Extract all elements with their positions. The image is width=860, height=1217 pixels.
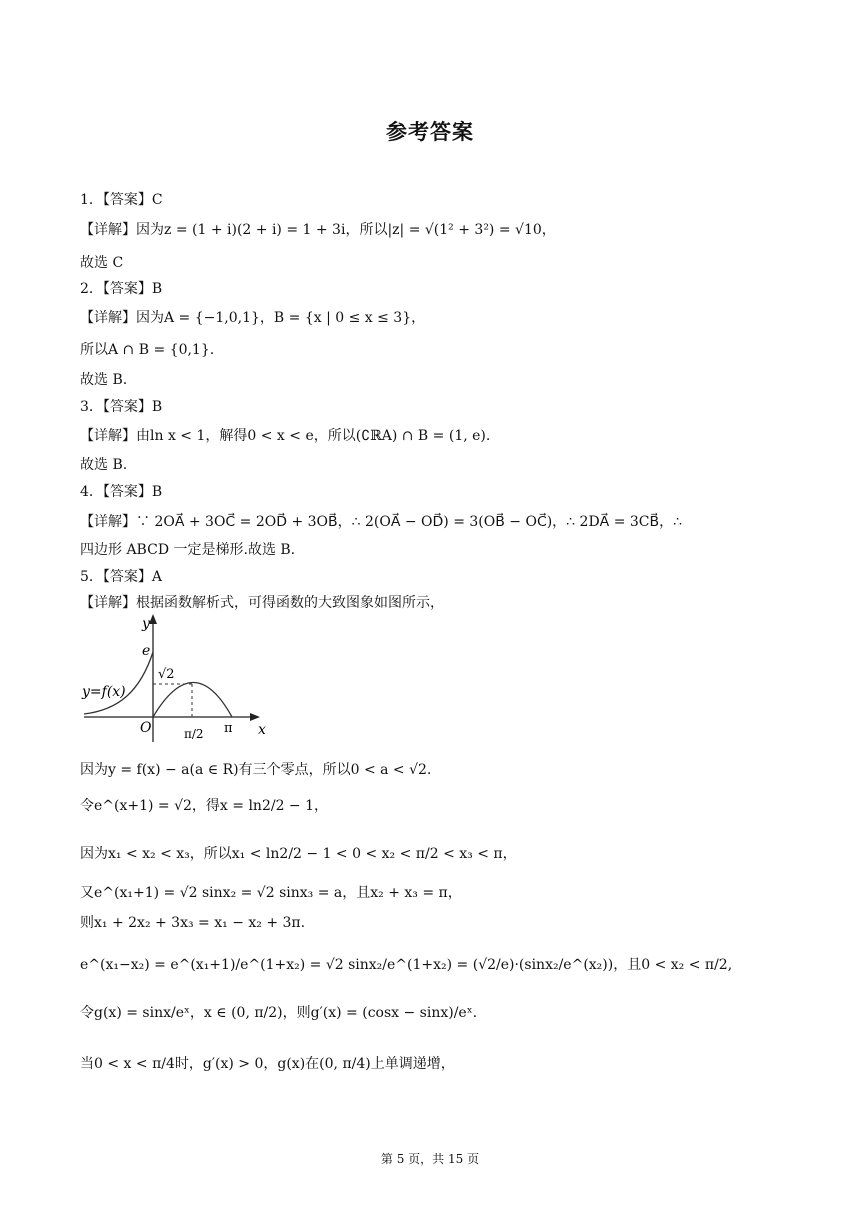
answer-5-sum: 则x₁ + 2x₂ + 3x₃ = x₁ − x₂ + 3π.: [80, 915, 306, 931]
answer-4-heading: 4．【答案】B: [80, 484, 163, 500]
answer-4-detail: 【详解】∵ 2OA⃗ + 3OC⃗ = 2OD⃗ + 3OB⃗，∴ 2(OA⃗ − OD⃗) = 3(OB⃗ − OC⃗)，∴ 2DA⃗ = 3CB⃗，∴: [80, 514, 683, 530]
axis-y-label: y: [142, 616, 150, 632]
answer-5-intro: 【详解】根据函数解析式，可得函数的大致图象如图所示，: [80, 595, 444, 611]
answer-2-detail: 【详解】因为A = {−1,0,1}，B = {x | 0 ≤ x ≤ 3}，: [80, 310, 426, 326]
answer-5-order: 因为x₁ < x₂ < x₃，所以x₁ < ln2/2 − 1 < 0 < x₂ < π/2 < x₃ < π，: [80, 846, 517, 862]
page-footer: 第 5 页，共 15 页: [380, 1152, 480, 1166]
function-graph: [78, 612, 268, 752]
axis-x-label: x: [258, 722, 266, 738]
tick-pi-half: π/2: [184, 727, 204, 741]
answer-3-heading: 3．【答案】B: [80, 399, 163, 415]
answer-5-equal: 又e^(x₁+1) = √2 sinx₂ = √2 sinx₃ = a，且x₂ + x₃ = π，: [80, 885, 462, 901]
answer-5-zeros: 因为y = f(x) − a(a ∈ R)有三个零点，所以0 < a < √2.: [80, 762, 432, 778]
answer-5-g-def: 令g(x) = sinx/eˣ，x ∈ (0, π/2)，则g′(x) = (cosx − sinx)/eˣ.: [80, 1005, 478, 1021]
answer-5-ratio: e^(x₁−x₂) = e^(x₁+1)/e^(1+x₂) = √2 sinx₂/e^(1+x₂) = (√2/e)·(sinx₂/e^(x₂))，且0 < x₂ < π/2,: [80, 957, 733, 973]
answer-5-heading: 5．【答案】A: [80, 569, 163, 585]
answer-5-monotone: 当0 < x < π/4时，g′(x) > 0，g(x)在(0, π/4)上单调递增，: [80, 1056, 455, 1072]
answer-2-heading: 2．【答案】B: [80, 281, 163, 297]
answer-2-conclusion: 故选 B.: [80, 372, 128, 388]
sqrt2-label: √2: [158, 667, 175, 682]
origin-label: O: [140, 720, 152, 736]
answer-1-conclusion: 故选 C: [80, 255, 124, 271]
answer-1-heading: 1．【答案】C: [80, 192, 163, 208]
page-title: 参考答案: [386, 120, 474, 144]
answer-3-detail: 【详解】由ln x < 1，解得0 < x < e，所以(∁ℝA) ∩ B = (1, e).: [80, 428, 491, 444]
e-label: e: [142, 643, 151, 659]
answer-3-conclusion: 故选 B.: [80, 457, 128, 473]
curve-label: y=f(x): [82, 684, 126, 700]
answer-2-intersection: 所以A ∩ B = {0,1}.: [80, 342, 215, 358]
tick-pi: π: [224, 721, 233, 736]
answer-4-conclusion: 四边形 ABCD 一定是梯形.故选 B.: [80, 542, 296, 558]
answer-1-detail: 【详解】因为z = (1 + i)(2 + i) = 1 + 3i，所以|z| = √(1² + 3²) = √10，: [80, 222, 556, 238]
answer-5-let: 令e^(x+1) = √2，得x = ln2/2 − 1，: [80, 798, 329, 814]
